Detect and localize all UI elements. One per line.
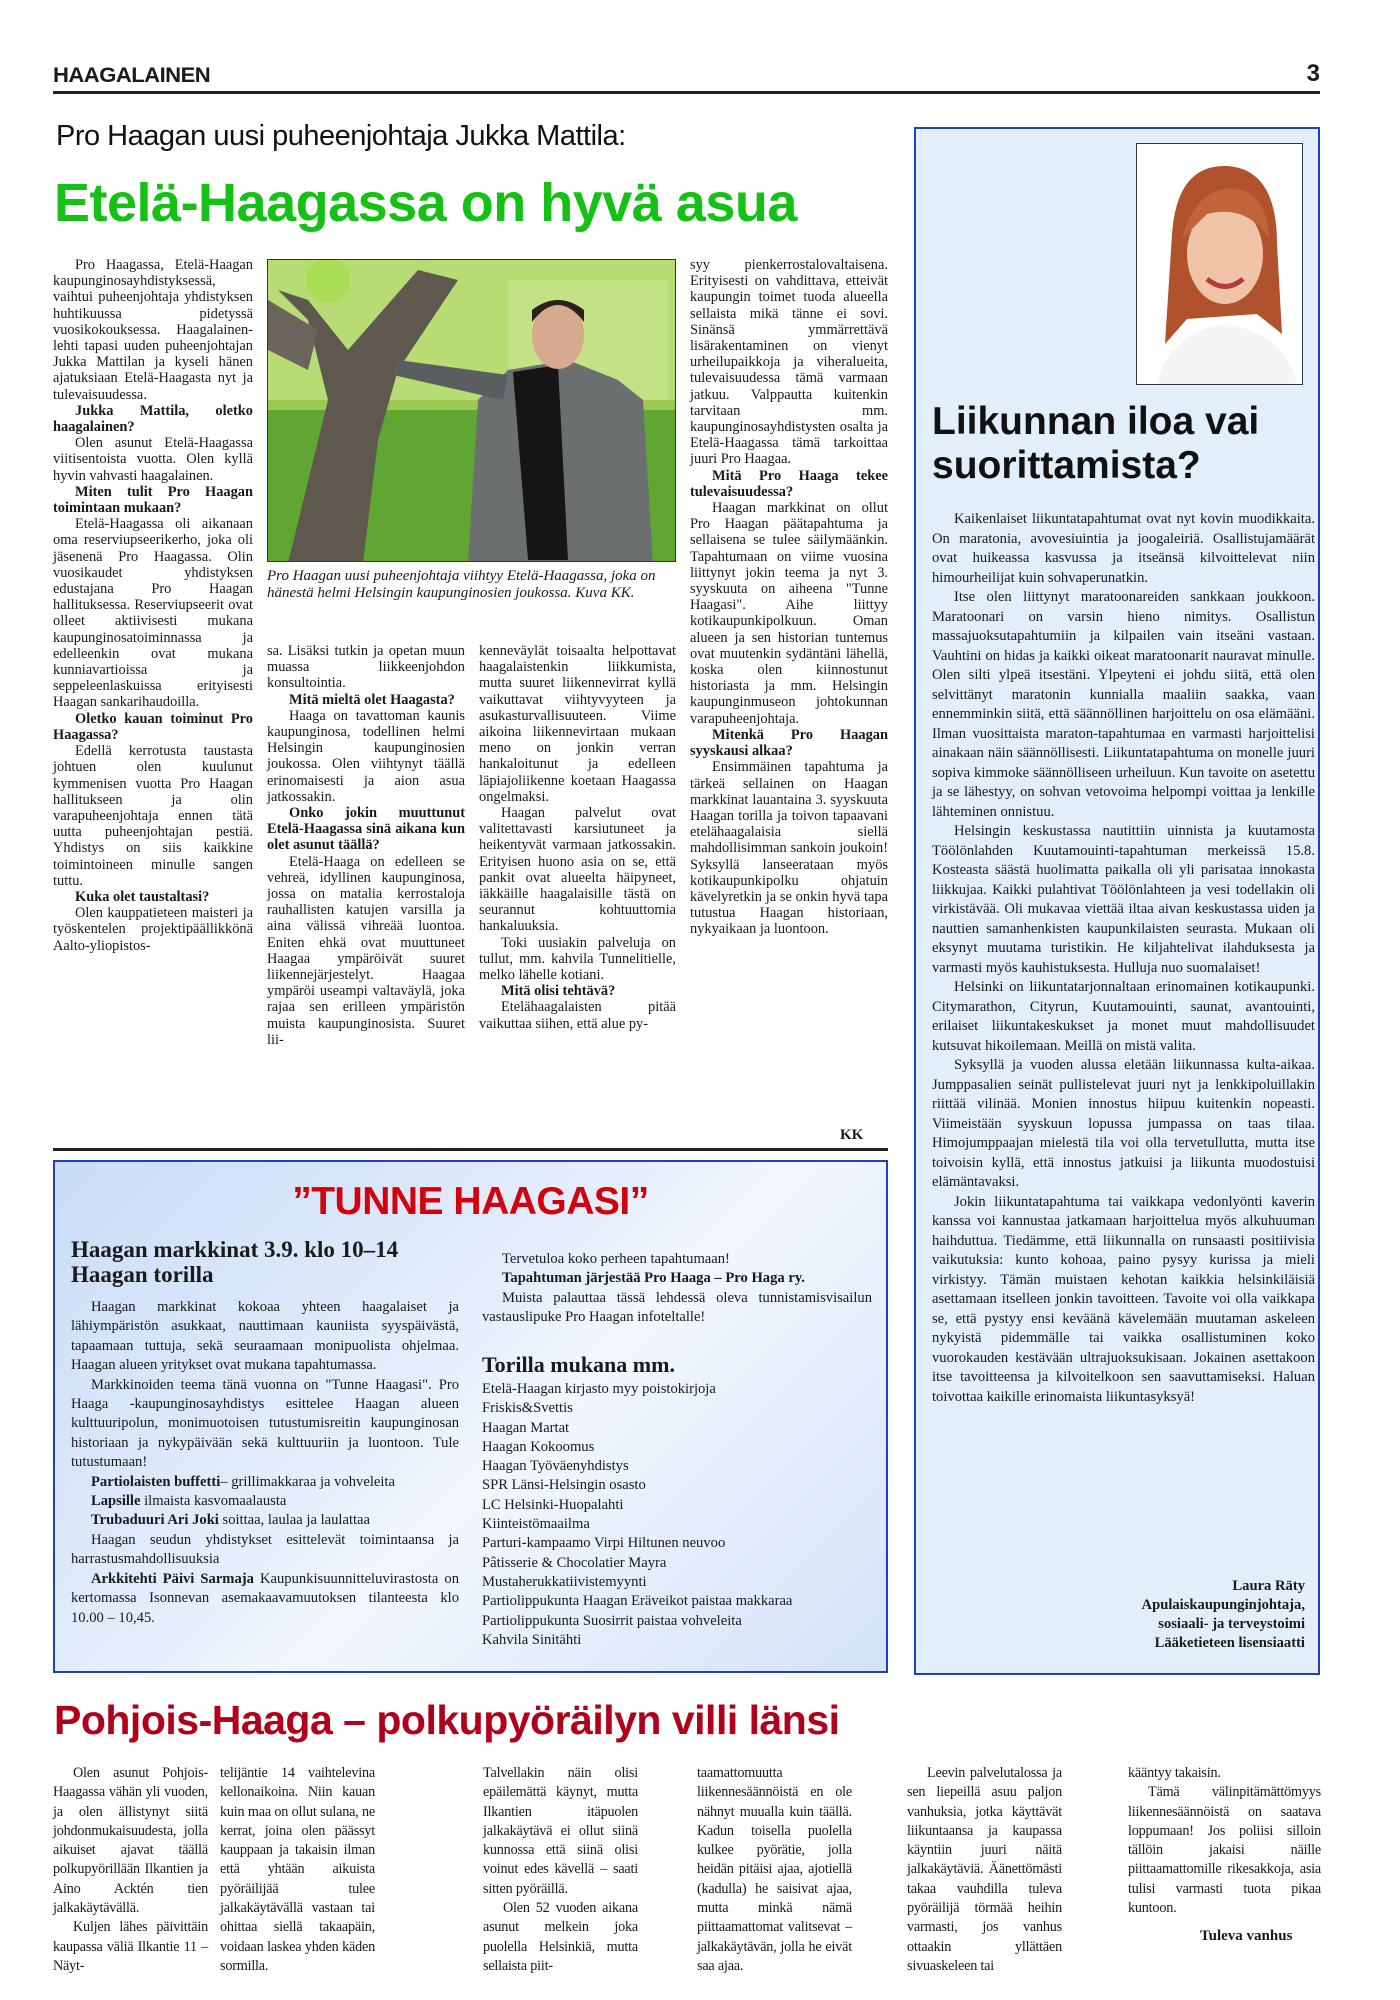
opinion-paragraph: Helsingin keskustassa nautittiin uinnista ja kuutamosta Töölönlahden Kuutamouinti-tapahtuman merkeissä 15.8. Kosteasta säästä huolimatta paikalla oli yli parisataa innokasta liikkujaa. Kaikki pulahtivat Töölönlahteen ja vesi todellakin oli virkistävää. Oli mukavaa viettää iltaa aivan keskustassa uiden ja nauttien samanhenkisten kaupunkilaisten seurasta. Mukaan oli eksynyt muutama turistikin. He kiljahtelivat ilahduksesta ja varmasti myös kauhistuksesta. Hulluja nuo suomalaiset!	[932, 823, 1315, 976]
paragraph-continued: sa. Lisäksi tutkin ja opetan muun muassa liikkeenjohdon konsultointia.	[267, 643, 465, 692]
event-reminder: Muista palauttaa tässä lehdessä oleva tunnistamisvisailun vastauslipuke Pro Haagan infoteltalle!	[482, 1289, 872, 1326]
interview-question: Oletko kauan toiminut Pro Haagassa?	[53, 710, 253, 743]
paragraph-continued: syy pienkerrostalovaltaisena. Erityisesti on vahdittava, etteivät kaupungin toimet tuoda alueella sellaista mikä tänne ei sovi. Sinänsä ymmärrettävä lisärakentaminen on vienyt urheilupaikkoja ja viheralueita, tulevaisuudessa tämä varmaan jatkuu. Valppautta kuitenkin tarvitaan mm. kaupunginosayhdistysten osalta ja Etelä-Haagassa tämä tarkoittaa juuri Pro Haagaa.	[690, 257, 888, 468]
bottom-column-6	[1128, 1764, 1321, 1918]
bottom-headline: Pohjois-Haaga – polkupyöräilyn villi länsi	[54, 1697, 840, 1743]
bottom-signature: Tuleva vanhus	[1200, 1928, 1293, 1944]
paragraph-continued: taamattomuutta liikennesäännöistä en ole nähnyt muualla kuin täällä. Kadun toisella puolella kulkee pyörätie, jolla heidän pitäisi ajaa, ajotiellä (kadulla) he saisivat ajaa, mutta minkä nämä piittaamattomat valitsevat – jalkakäytävän, jolla he eivät saa ajaa.	[697, 1765, 852, 1974]
paragraph: Haagan palvelut ovat valitettavasti karsiutuneet ja heikentyvät varmaan jatkossakin. Erityisen huono asia on se, että pankit ovat alueelta häipyneet, iäkkäille haagalaisille tästä on seurannut kohtuuttomia hankaluuksia.	[479, 805, 676, 935]
program-item-title: Arkkitehti Päivi Sarmaja	[91, 1570, 254, 1587]
program-item-title: Partiolaisten buffetti	[91, 1473, 221, 1490]
bottom-column-4	[697, 1764, 852, 1976]
opinion-headline: Liikunnan iloa vai suorittamista?	[932, 400, 1260, 487]
participant-item: Partiolippukunta Suosirrit paistaa vohveleita	[482, 1612, 742, 1629]
event-welcome: Tervetuloa koko perheen tapahtumaan!	[502, 1251, 730, 1267]
paragraph: Toki uusiakin palveluja on tullut, mm. kahvila Tunnelitielle, melko lähelle kotiani.	[479, 934, 676, 984]
participant-item: Kahvila Sinitähti	[482, 1631, 582, 1648]
bottom-column-3	[483, 1764, 638, 1976]
opinion-paragraph: Itse olen liittynyt maratoonareiden sankkaan joukkoon. Maratoonari on varsin hieno nimitys. Osallistun massajuoksutapahtumiin ja kilpailen vain itseäni vastaan. Vauhtini on hidas ja kaikki oikeat maratoonarit nauravat minulle. Olen silti ylpeä itsestäni. Ylpeyteni ei johdu siitä, että olen selvittänyt maratonin kunnialla maaliin saakka, vaan ennemminkin siitä, että säännöllinen harjoittelu on osa elämääni. Ilman vuosittaista maraton-tapahtumaa en varmasti harjoittelisi ainakaan näin säännöllisesti. Liikuntatapahtuma on monelle juuri sopiva kimmoke säännölliseen urheiluun. Kun tavoite on asetettu ja se lähestyy, on sohvan vetovoima helpompi voittaa ja lenkille lähteminen onnistuu.	[932, 589, 1315, 820]
bottom-column-2	[220, 1764, 375, 1976]
opinion-paragraph: Syksyllä ja vuoden alussa eletään liikunnassa kulta-aikaa. Jumppasalien seinät pullistelevat juuri nyt ja lenkkipoluillakin riittää vilinää. Monien innostus hiipuu kuitenkin nopeasti. Viimeistään syyskuun lopussa jumpassa on taas tilaa. Himojumppaajan mielestä tila voi olla tervetullutta, mutta itse toivoisin kyllä, että innostus jatkuisi ja liikunta muodostuisi elämäntavaksi.	[932, 1057, 1315, 1190]
participant-item: Etelä-Haagan kirjasto myy poistokirjoja	[482, 1381, 716, 1397]
paragraph: Kuljen lähes päivittäin kaupassa väliä Ilkantie 11 – Näyt-	[53, 1919, 208, 1974]
article-byline: KK	[840, 1127, 864, 1143]
paragraph: Olen asunut Pohjois-Haagassa vähän yli vuoden, ja olen ällistynyt siitä johdonmukaisuudesta, jolla aikuiset ajavat täällä polkupyörillään Ilkantien ja Aino Acktén tien jalkakäytävällä.	[53, 1765, 208, 1917]
masthead-title: HAAGALAINEN	[53, 64, 211, 87]
paragraph: Tämä välinpitämättömyys liikennesäännöistä on saatava loppumaan! Jos poliisi silloin tällöin jakaisi näille piittaamattomille rikesakkoja, asia tulisi varmasti tuota pikaa kuntoon.	[1128, 1784, 1321, 1917]
paragraph: Olen asunut Etelä-Haagassa viitisentoista vuotta. Olen kyllä hyvin vahvasti haagalainen.	[53, 435, 253, 484]
event-description	[71, 1298, 459, 1628]
event-date: Haagan markkinat 3.9. klo 10–14	[71, 1237, 399, 1262]
participant-item: Friskis&Svettis	[482, 1400, 573, 1417]
interview-question: Onko jokin muuttunut Etelä-Haagassa sinä aikana kun olet asunut täällä?	[267, 805, 465, 854]
program-item: Partiolaisten buffetti– grillimakkaraa ja vohveleita	[91, 1473, 395, 1490]
participants-list	[482, 1380, 882, 1650]
paragraph-continued: kääntyy takaisin.	[1128, 1765, 1221, 1781]
masthead-rule	[53, 91, 1320, 94]
event-title: ”TUNNE HAAGASI”	[292, 1180, 649, 1223]
opinion-paragraph: Jokin liikuntatapahtuma tai vaikkapa vedonlyönti kaverin kanssa voi kannustaa jatkamaan harjoittelua myös alkuhuuman haihduttua. Tiedämme, että liikunnalla on runsaasti positiivisia vaikutuksia: kunto kohoaa, paino pysyy kurissa ja mieli virkistyy. Tämän muistaen kehotan kaikkia helsinkiläisiä asettamaan itselleen jonkin tavoitteen. Tavoite voi olla vaikkapa se, että pystyy ensi keväänä kävelemään muutaman askeleen nykyistä pidemmälle tai vaikka osallistuminen koko vuorokauden kestävään ultrajuoksukisaan. Jokainen asettakoon itse tavoitteensa ja kilvoitelkoon sen saavuttamiseksi. Haluan toivottaa kaikille erinomaista liikuntasyksyä!	[932, 1193, 1315, 1405]
interview-question: Jukka Mattila, oletko haagalainen?	[53, 402, 253, 436]
paragraph: Haagan seudun yhdistykset esittelevät toimintaansa ja harrastusmahdollisuuksia	[71, 1531, 459, 1568]
event-organizer: Tapahtuman järjestää Pro Haaga – Pro Haga ry.	[502, 1270, 805, 1287]
interview-question: Mitenkä Pro Haagan syyskausi alkaa?	[690, 726, 888, 760]
article-headline: Etelä-Haagassa on hyvä asua	[54, 173, 797, 233]
section-rule	[53, 1148, 888, 1151]
participant-item: Pâtisserie & Chocolatier Mayra	[482, 1554, 667, 1571]
article-photo	[267, 259, 676, 562]
paragraph: Haagan markkinat on ollut Pro Haagan päätapahtuma ja sellaisena se tulee säilymäänkin. Tapahtumaan on viime vuosina liittynyt jokin teema ja nyt 3. syyskuuta on aiheena "Tunne Haagasi". Aihe liittyy kotikaupunkipolkuun. Oman alueen ja sen historian tuntemus ovat muutenkin sydäntäni lähellä, koska olen kiinnostunut historiasta ja mm. Helsingin kaupunginmuseon johtokunnan varapuheenjohtaja.	[690, 500, 888, 727]
interview-question: Miten tulit Pro Haagan toimintaan mukaan?	[53, 483, 253, 517]
paragraph: Leevin palvelutalossa ja sen liepeillä asuu paljon vanhuksia, jotka käyttävät liikuntaansa ja kaupassa käyntiin juuri näitä jalkakäytäviä. Äänettömästi takaa vauhdilla tuleva pyöräilijä törmää heihin varmasti, jos vanhus ottaakin yllättäen sivuaskeleen tai	[907, 1765, 1062, 1974]
article-column-3	[479, 643, 676, 1032]
program-item: Arkkitehti Päivi Sarmaja Kaupunkisuunnitteluvirastosta on kertomassa Isonnevan asemakaavamuutoksen tilanteesta klo 10.00 – 10,45.	[71, 1570, 459, 1626]
signature-department: sosiaali- ja terveystoimi	[1158, 1616, 1305, 1632]
program-item: Lapsille ilmaista kasvomaalausta	[91, 1493, 287, 1510]
article-column-4	[690, 257, 888, 938]
program-item: Trubaduuri Ari Joki soittaa, laulaa ja laulattaa	[91, 1512, 371, 1529]
opinion-signature	[1000, 1577, 1305, 1653]
paragraph: Haagan markkinat kokoaa yhteen haagalaiset ja lähiympäristön asukkaat, nauttimaan kauniista syyspäivästä, tapaamaan tuttuja, sekä seuraamaan monipuolista ohjelmaa. Haagan alueen yritykset ovat mukana tapahtumassa.	[71, 1299, 459, 1374]
paragraph: Olen 52 vuoden aikana asunut melkein joka puolella Helsinkiä, mutta sellaista piit-	[483, 1900, 638, 1974]
interview-question: Mitä Pro Haaga tekee tulevaisuudessa?	[690, 467, 888, 500]
article-column-1	[53, 257, 253, 954]
bottom-column-1	[53, 1764, 208, 1976]
interview-question: Mitä mieltä olet Haagasta?	[289, 691, 455, 708]
participant-item: Haagan Työväenyhdistys	[482, 1458, 629, 1475]
photo-caption: Pro Haagan uusi puheenjohtaja viihtyy Etelä-Haagassa, joka on hänestä helmi Helsingin kaupunginosien joukossa. Kuva KK.	[267, 568, 656, 601]
paragraph: Ensimmäinen tapahtuma ja tärkeä sellainen on Haagan markkinat lauantaina 3. syyskuuta Haagan torilla ja toivon tapaavani etelähaagalaisia siellä mahdollisimman sankoin joukoin! Syksyllä lanseerataan myös kotikaupunkipolku ohjatuin kävelyretkin ja se onkin hyvä tapa tutustua Haagan historiaan, nykyaikaan ja luontoon.	[690, 759, 888, 938]
paragraph-continued: telijäntie 14 vaihtelevina kellonaikoina. Niin kauan kuin maa on ollut sulana, ne kerrat, joina olen päässyt kauppaan ja takaisin ilman että yhtään aikuista pyöräilijää tulee jalkakäytävällä vastaan tai ohittaa siellä takaapäin, voidaan laskea yhden käden sormilla.	[220, 1765, 375, 1974]
photo-man-by-tree-icon	[268, 260, 676, 562]
participants-title: Torilla mukana mm.	[482, 1352, 675, 1377]
event-info	[482, 1250, 872, 1328]
paragraph-continued: Talvellakin näin olisi epäilemättä käynyt, mutta Ilkantien itäpuolen jalkakäytävä ei ollut siinä kunnossa että siinä olisi voinut edes kävellä – saati sitten pyöräillä.	[483, 1765, 638, 1897]
paragraph: Olen kauppatieteen maisteri ja työskentelen projektipäällikkönä Aalto-yliopistos-	[53, 905, 253, 954]
article-kicker: Pro Haagan uusi puheenjohtaja Jukka Mattila:	[56, 120, 626, 152]
event-subhead	[71, 1237, 471, 1287]
event-location: Haagan torilla	[71, 1262, 214, 1287]
participant-item: Kiinteistömaailma	[482, 1516, 590, 1533]
signature-name: Laura Räty	[1232, 1578, 1305, 1594]
paragraph: Pro Haagassa, Etelä-Haagan kaupunginosayhdistyksessä, vaihtui puheenjohtaja yhdistyksen huhtikuussa pidetyssä vuosikokouksessa. Haagalainen-lehti tapasi uuden puheenjohtajan Jukka Mattilan ja kyseli hänen ajatuksiaan Etelä-Haagasta nyt ja tulevaisuudessa.	[53, 257, 253, 403]
paragraph: Etelähaagalaisten pitää vaikuttaa siihen, että alue py-	[479, 999, 676, 1032]
participant-item: LC Helsinki-Huopalahti	[482, 1496, 624, 1513]
participant-item: Parturi-kampaamo Virpi Hiltunen neuvoo	[482, 1535, 726, 1552]
participant-item: Haagan Martat	[482, 1419, 570, 1436]
opinion-paragraph: Kaikenlaiset liikuntatapahtumat ovat nyt kovin muodikkaita. On maratonia, avovesiuintia ja joogaleiriä. Osallistujamäärät ovat huikeassa kasvussa ja itseänsä kilvoittelevat niin himourheilijat kuin sohvaperunatkin.	[932, 511, 1315, 586]
paragraph: Edellä kerrotusta taustasta johtuen olen kuulunut kymmenisen vuotta Pro Haagan hallitukseen ja olin varapuheenjohtaja ennen tätä uutta puheenjohtajan pestiä. Yhdistys on siis kaikkine toimintoineen minulle sangen tuttu.	[53, 743, 253, 889]
paragraph-continued: kenneväylät toisaalta helpottavat haagalaistenkin liikkumista, mutta suuret liikennevirrat kyllä vaikuttavat viihtyvyyteen ja asukasturvallisuuteen. Viime aikoina liikennevirtaan mukaan meno on jonkin verran hankaloitunut ja edelleen läpiajoliikenne koetaan Haagassa ongelmaksi.	[479, 643, 676, 805]
author-portrait	[1136, 143, 1303, 385]
participant-item: Partiolippukunta Haagan Eräveikot paistaa makkaraa	[482, 1593, 793, 1610]
signature-degree: Lääketieteen lisensiaatti	[1154, 1635, 1305, 1651]
signature-title: Apulaiskaupunginjohtaja,	[1141, 1597, 1305, 1613]
paragraph: Haaga on tavattoman kaunis kaupunginosa, todellinen helmi Helsingin kaupunginosien joukossa. Olen viihtynyt täällä erinomaisesti ja aion asua jatkossakin.	[267, 707, 465, 805]
article-column-2	[267, 643, 465, 1048]
portrait-woman-icon	[1137, 144, 1303, 385]
page-number: 3	[1306, 60, 1320, 87]
opinion-body	[932, 510, 1315, 1407]
bottom-column-5	[907, 1764, 1062, 1976]
program-item-title: Trubaduuri Ari Joki	[91, 1512, 219, 1529]
paragraph: Markkinoiden teema tänä vuonna on "Tunne Haagasi". Pro Haaga -kaupunginosayhdistys esittelee Haagan alueen kulttuuripolun, monimuotoisen tutustumisreitin kaupunginosan historiaan ja nykypäivään sekä kulttuuriin ja luontoon. Tule tutustumaan!	[71, 1376, 459, 1471]
participant-item: Haagan Kokoomus	[482, 1438, 595, 1455]
paragraph: Etelä-Haagassa oli aikanaan oma reserviupseerikerho, joka oli jäsenenä Pro Haagassa. Olin vuosikaudet yhdistyksen edustajana Pro Haagan hallituksessa. Reserviupseerit ovat olleet aktiivisesti mukana kaupunginosatoiminnassa ja edelleenkin ovat mukana kunniavartioissa ja seppeleenlaskuissa erityisesti Haagan sankarihaudoilla.	[53, 516, 253, 711]
interview-question: Kuka olet taustaltasi?	[75, 888, 210, 905]
opinion-paragraph: Helsinki on liikuntatarjonnaltaan erinomainen kotikaupunki. Citymarathon, Cityrun, Kuutamouinti, saunat, avantouinti, erilaiset liikuntakeskukset ja monet muut mahdollisuudet kutsuvat hikoilemaan. Meillä on mistä valita.	[932, 979, 1315, 1054]
participant-item: SPR Länsi-Helsingin osasto	[482, 1477, 646, 1494]
program-item-title: Lapsille	[91, 1493, 141, 1510]
interview-question: Mitä olisi tehtävä?	[501, 983, 616, 1000]
participant-item: Mustaherukkatiivistemyynti	[482, 1573, 647, 1590]
paragraph: Etelä-Haaga on edelleen se vehreä, idyllinen kaupunginosa, jossa on matalia kerrostaloja rauhallisten katujen varsilla ja aina välissä vihreää luontoa. Eniten ehkä ovat muuttuneet Haagaa ympäröivät suuret liikennejärjestelyt. Haagaa ympäröi useampi valtaväylä, joka rajaa sen erilleen ympäristön muista kaupunginosista. Suuret lii-	[267, 853, 465, 1048]
